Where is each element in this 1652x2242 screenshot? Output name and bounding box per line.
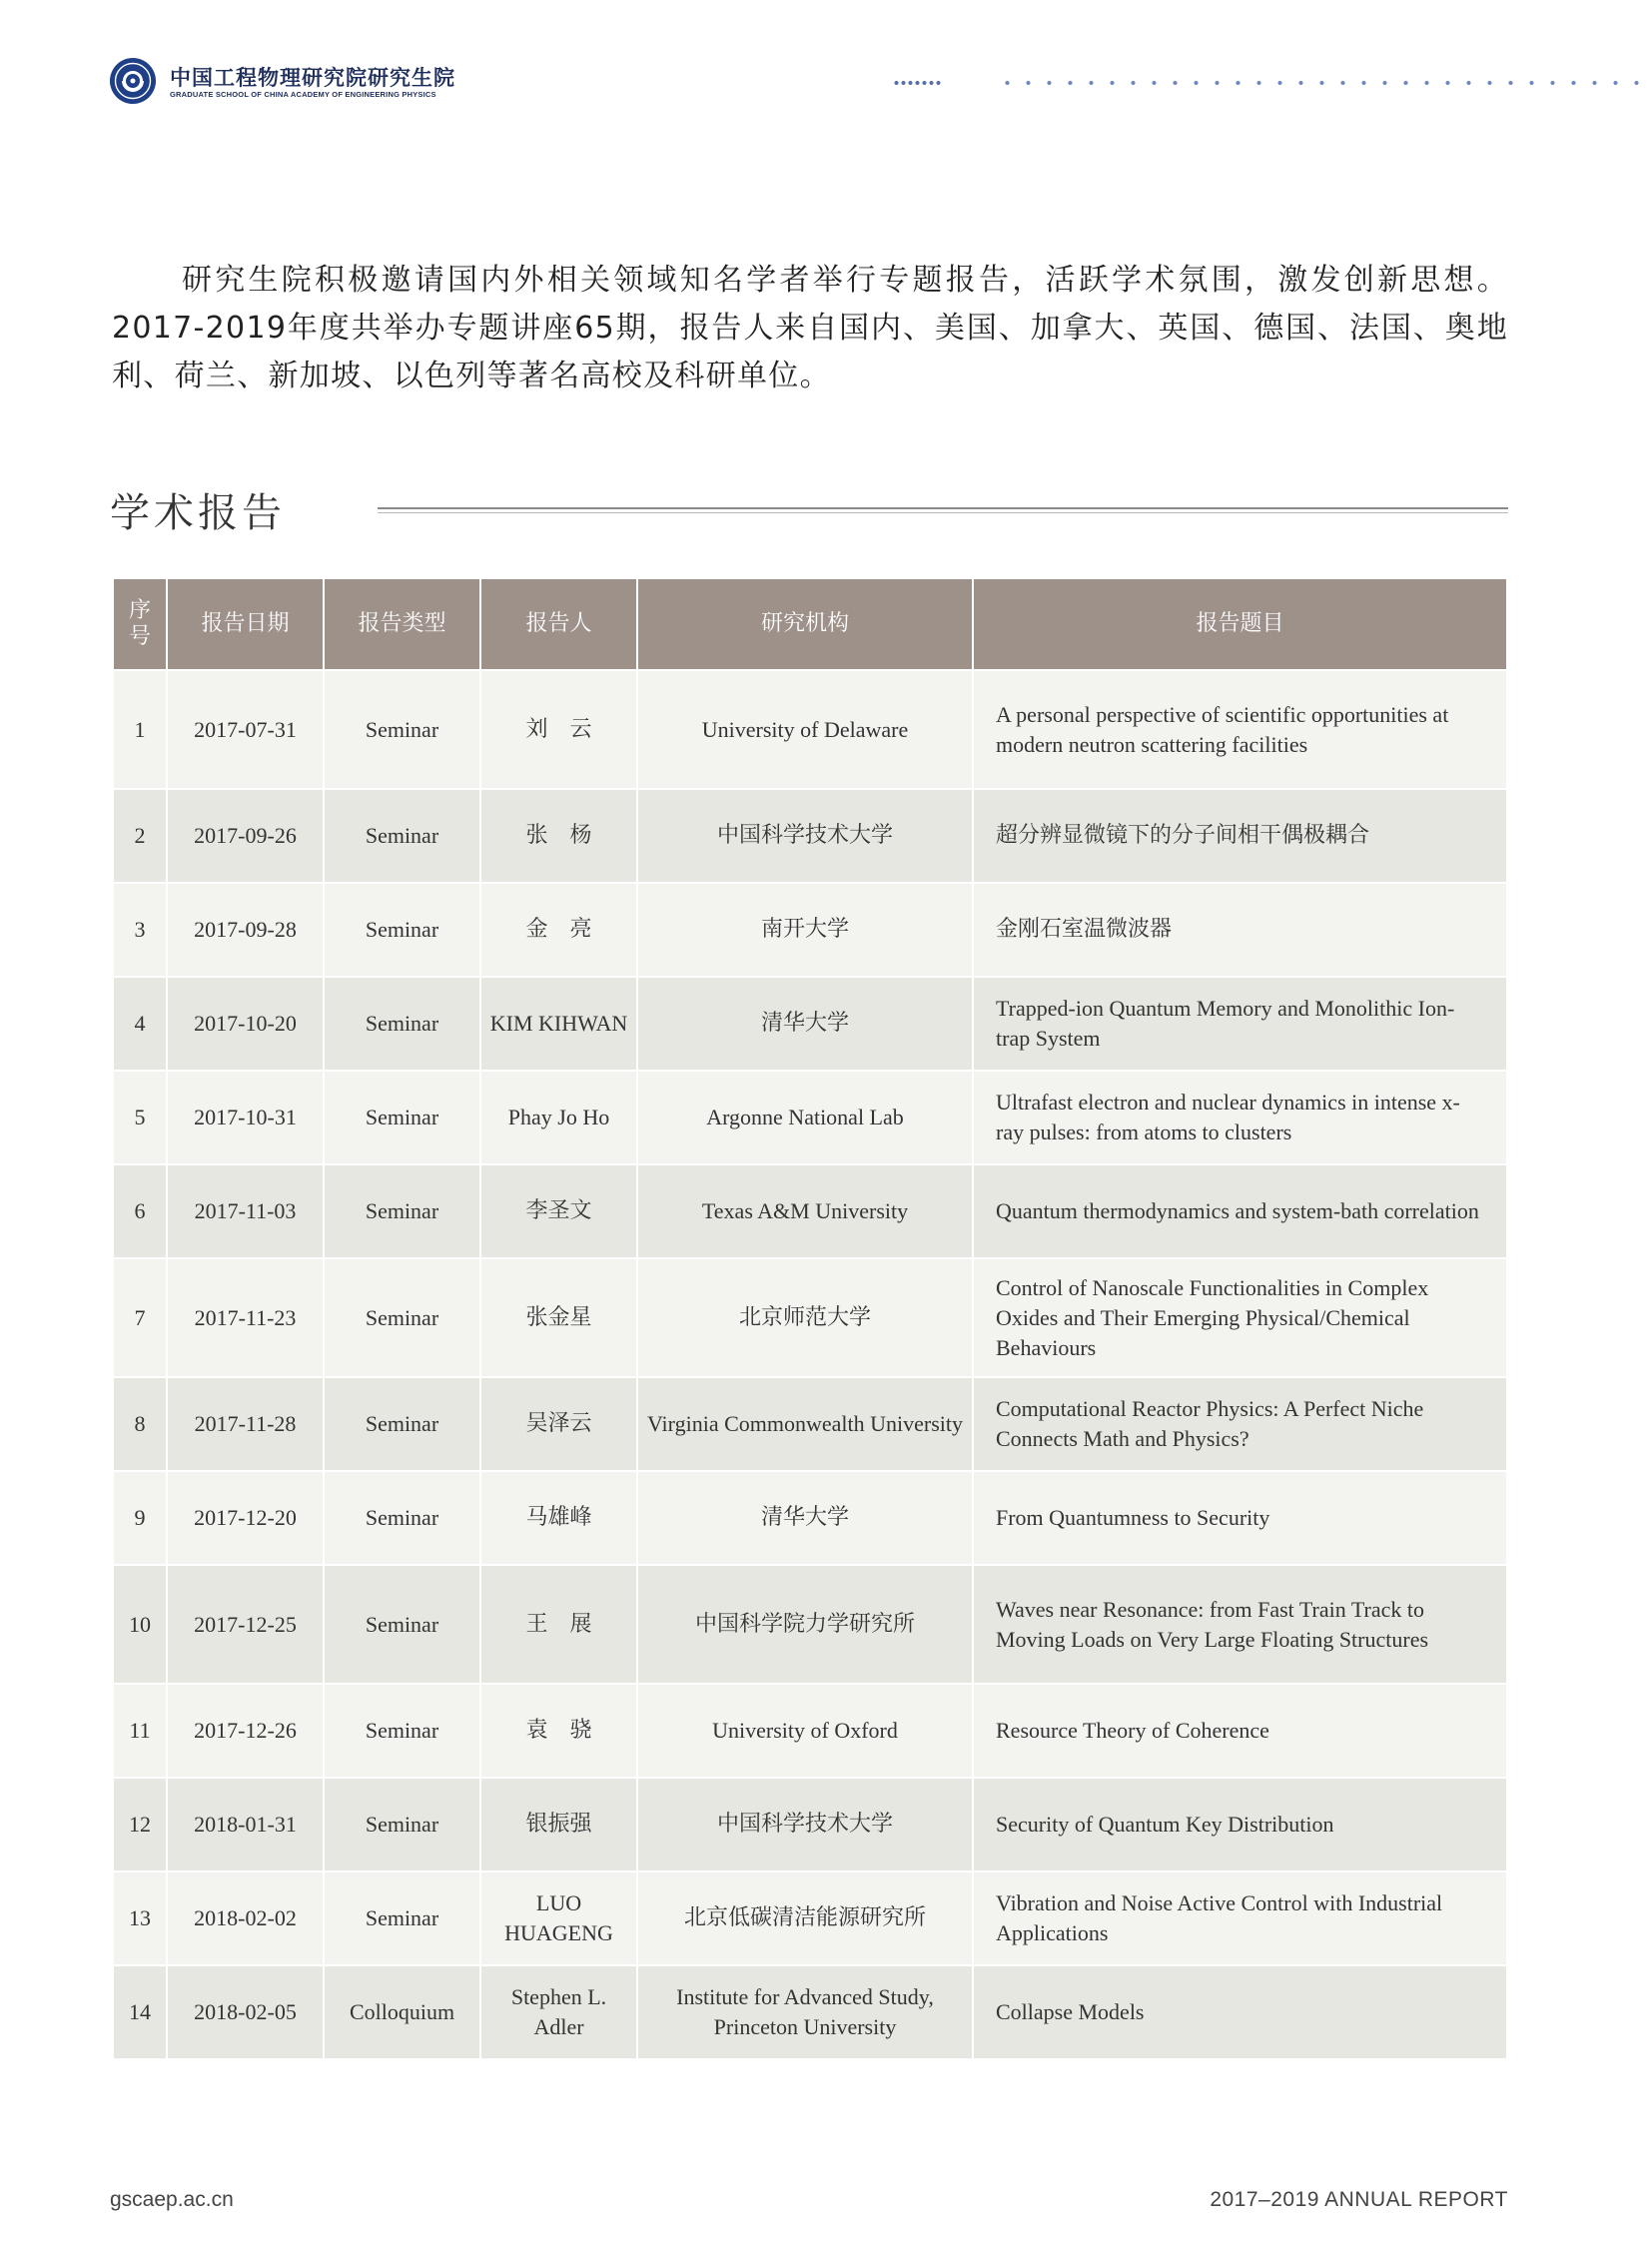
table-row — [114, 1072, 1506, 1163]
cell-type: Seminar — [325, 1566, 479, 1683]
cell-date: 2017-12-26 — [168, 1685, 323, 1777]
cell-date: 2018-02-05 — [168, 1966, 323, 2058]
institute-logo-icon — [108, 56, 158, 106]
cell-date: 2017-09-26 — [168, 790, 323, 882]
cell-no: 4 — [114, 978, 166, 1070]
cell-speaker: Stephen L. Adler — [481, 1966, 636, 2058]
cell-date: 2017-11-23 — [168, 1259, 323, 1376]
footer-website: gscaep.ac.cn — [110, 2188, 234, 2211]
cell-title: Waves near Resonance: from Fast Train Track to Moving Loads on Very Large Floating Structures — [974, 1566, 1506, 1683]
cell-institution: University of Oxford — [638, 1685, 972, 1777]
cell-no: 2 — [114, 790, 166, 882]
cell-institution: 中国科学院力学研究所 — [638, 1566, 972, 1683]
cell-date: 2018-02-02 — [168, 1872, 323, 1964]
cell-type: Colloquium — [325, 1966, 479, 2058]
cell-speaker: 张 杨 — [481, 790, 636, 882]
section-title-rule-thin — [378, 512, 1508, 513]
cell-date: 2017-07-31 — [168, 671, 323, 788]
cell-no: 14 — [114, 1966, 166, 2058]
table-row — [114, 1779, 1506, 1870]
cell-title: Vibration and Noise Active Control with Industrial Applications — [974, 1872, 1506, 1964]
cell-speaker: 马雄峰 — [481, 1472, 636, 1564]
cell-institution: 清华大学 — [638, 1472, 972, 1564]
seminar-table — [112, 577, 1508, 2060]
table-row — [114, 1566, 1506, 1683]
cell-speaker: 王 展 — [481, 1566, 636, 1683]
table-row — [114, 790, 1506, 882]
header-date: 报告日期 — [168, 579, 323, 669]
cell-speaker: KIM KIHWAN — [481, 978, 636, 1070]
cell-title: Quantum thermodynamics and system-bath correlation — [974, 1165, 1506, 1257]
table-row — [114, 1472, 1506, 1564]
logo-english-name: GRADUATE SCHOOL OF CHINA ACADEMY OF ENGINEERING PHYSICS — [170, 90, 436, 99]
cell-type: Seminar — [325, 884, 479, 976]
cell-no: 8 — [114, 1378, 166, 1470]
cell-institution: 清华大学 — [638, 978, 972, 1070]
cell-title: Ultrafast electron and nuclear dynamics in intense x-ray pulses: from atoms to clusters — [974, 1072, 1506, 1163]
cell-speaker: LUO HUAGENG — [481, 1872, 636, 1964]
cell-date: 2017-12-20 — [168, 1472, 323, 1564]
cell-title: Control of Nanoscale Functionalities in Complex Oxides and Their Emerging Physical/Chemical Behaviours — [974, 1259, 1506, 1376]
header-no: 序号 — [114, 579, 166, 669]
cell-speaker: 张金星 — [481, 1259, 636, 1376]
section-title-rule — [378, 507, 1508, 509]
cell-date: 2017-11-28 — [168, 1378, 323, 1470]
cell-speaker: 吴泽云 — [481, 1378, 636, 1470]
cell-speaker: 金 亮 — [481, 884, 636, 976]
cell-type: Seminar — [325, 1779, 479, 1870]
cell-no: 3 — [114, 884, 166, 976]
cell-no: 6 — [114, 1165, 166, 1257]
cell-title: Security of Quantum Key Distribution — [974, 1779, 1506, 1870]
table-row — [114, 1165, 1506, 1257]
intro-paragraph: 研究生院积极邀请国内外相关领域知名学者举行专题报告，活跃学术氛围，激发创新思想。2017-2019年度共举办专题讲座65期，报告人来自国内、美国、加拿大、英国、德国、法国、奥地利、荷兰、新加坡、以色列等著名高校及科研单位。 — [112, 263, 1508, 393]
table-row — [114, 671, 1506, 788]
cell-type: Seminar — [325, 1378, 479, 1470]
cell-type: Seminar — [325, 978, 479, 1070]
table-row — [114, 884, 1506, 976]
logo-chinese-name: 中国工程物理研究院研究生院 — [170, 66, 455, 90]
cell-no: 1 — [114, 671, 166, 788]
cell-institution: 中国科学技术大学 — [638, 790, 972, 882]
page-header — [108, 56, 1652, 116]
cell-type: Seminar — [325, 1165, 479, 1257]
table-row — [114, 978, 1506, 1070]
cell-institution: Texas A&M University — [638, 1165, 972, 1257]
cell-speaker: 李圣文 — [481, 1165, 636, 1257]
table-header-row — [114, 579, 1506, 669]
cell-institution: 北京低碳清洁能源研究所 — [638, 1872, 972, 1964]
cell-no: 10 — [114, 1566, 166, 1683]
cell-no: 13 — [114, 1872, 166, 1964]
cell-title: 超分辨显微镜下的分子间相干偶极耦合 — [974, 790, 1506, 882]
cell-speaker: 刘 云 — [481, 671, 636, 788]
header-institution: 研究机构 — [638, 579, 972, 669]
cell-type: Seminar — [325, 1685, 479, 1777]
cell-date: 2017-09-28 — [168, 884, 323, 976]
cell-type: Seminar — [325, 1259, 479, 1376]
cell-type: Seminar — [325, 1072, 479, 1163]
cell-title: Collapse Models — [974, 1966, 1506, 2058]
cell-institution: 南开大学 — [638, 884, 972, 976]
cell-title: Computational Reactor Physics: A Perfect Niche Connects Math and Physics? — [974, 1378, 1506, 1470]
cell-no: 7 — [114, 1259, 166, 1376]
cell-no: 9 — [114, 1472, 166, 1564]
cell-date: 2017-10-31 — [168, 1072, 323, 1163]
cell-type: Seminar — [325, 1872, 479, 1964]
cell-speaker: 银振强 — [481, 1779, 636, 1870]
cell-title: Trapped-ion Quantum Memory and Monolithic Ion-trap System — [974, 978, 1506, 1070]
cell-title: From Quantumness to Security — [974, 1472, 1506, 1564]
cell-title: Resource Theory of Coherence — [974, 1685, 1506, 1777]
cell-institution: Institute for Advanced Study, Princeton University — [638, 1966, 972, 2058]
cell-no: 12 — [114, 1779, 166, 1870]
header-dots-long — [997, 80, 1652, 86]
table-row — [114, 1966, 1506, 2058]
cell-institution: 中国科学技术大学 — [638, 1779, 972, 1870]
footer-report-label: 2017–2019 ANNUAL REPORT — [1210, 2188, 1508, 2211]
table-row — [114, 1378, 1506, 1470]
table-row — [114, 1259, 1506, 1376]
cell-institution: Argonne National Lab — [638, 1072, 972, 1163]
cell-date: 2017-10-20 — [168, 978, 323, 1070]
cell-institution: Virginia Commonwealth University — [638, 1378, 972, 1470]
header-dots-short — [893, 80, 943, 86]
cell-speaker: 袁 骁 — [481, 1685, 636, 1777]
table-row — [114, 1872, 1506, 1964]
cell-institution: University of Delaware — [638, 671, 972, 788]
cell-no: 11 — [114, 1685, 166, 1777]
cell-institution: 北京师范大学 — [638, 1259, 972, 1376]
table-row — [114, 1685, 1506, 1777]
cell-type: Seminar — [325, 671, 479, 788]
cell-date: 2018-01-31 — [168, 1779, 323, 1870]
header-type: 报告类型 — [325, 579, 479, 669]
cell-date: 2017-12-25 — [168, 1566, 323, 1683]
cell-no: 5 — [114, 1072, 166, 1163]
header-title: 报告题目 — [974, 579, 1506, 669]
cell-type: Seminar — [325, 790, 479, 882]
cell-speaker: Phay Jo Ho — [481, 1072, 636, 1163]
cell-title: A personal perspective of scientific opportunities at modern neutron scattering facilities — [974, 671, 1506, 788]
cell-type: Seminar — [325, 1472, 479, 1564]
cell-date: 2017-11-03 — [168, 1165, 323, 1257]
cell-title: 金刚石室温微波器 — [974, 884, 1506, 976]
header-speaker: 报告人 — [481, 579, 636, 669]
section-title: 学术报告 — [110, 490, 286, 536]
